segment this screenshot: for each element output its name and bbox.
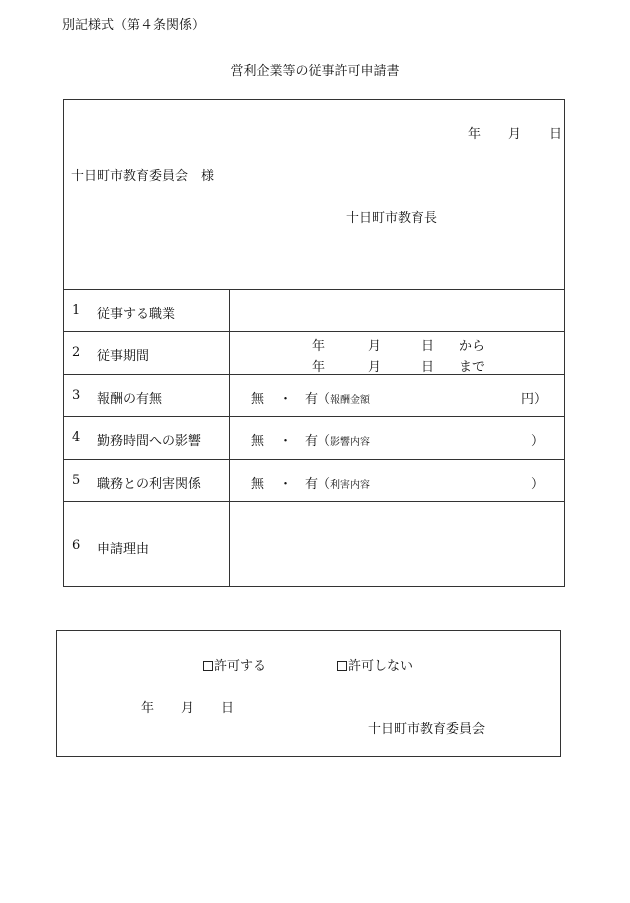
row-2-number: 2 [72,345,81,360]
period-until: まで [459,360,486,375]
application-form-table [63,99,565,587]
approval-date-year: 年 [141,701,155,716]
impact-open-paren: （ [317,434,331,449]
reward-none-option: 無 [251,392,265,407]
conflict-none-option: 無 [251,477,265,492]
impact-close-paren: ） [531,434,545,449]
period-end-day: 日 [421,360,435,375]
deny-label: 許可しない [348,659,414,674]
conflict-detail-label: 利害内容 [330,480,370,491]
reward-detail-label: 報酬金額 [330,395,370,406]
row-divider [64,289,564,290]
row-4-number: 4 [72,430,81,445]
row-3-label: 報酬の有無 [97,392,163,407]
reward-open-paren: （ [317,392,331,407]
application-date-day: 日 [549,127,563,142]
reward-unit: 円） [521,392,548,407]
conflict-open-paren: （ [317,477,331,492]
reward-separator: ・ [279,392,293,407]
conflict-separator: ・ [279,477,293,492]
document-title: 営利企業等の従事許可申請書 [230,64,400,79]
period-start-day: 日 [421,339,435,354]
approval-authority: 十日町市教育委員会 [368,722,486,737]
column-divider [229,290,230,587]
row-divider [64,501,564,502]
impact-separator: ・ [279,434,293,449]
row-divider [64,459,564,460]
row-1-label: 従事する職業 [97,307,176,322]
application-date-month: 月 [508,127,522,142]
deny-option [337,655,413,674]
approval-date-month: 月 [181,701,195,716]
deny-checkbox[interactable] [337,661,347,671]
row-3-number: 3 [72,388,81,403]
addressee: 十日町市教育委員会 様 [71,169,215,184]
row-2-label: 従事期間 [97,349,150,364]
conflict-yes-option: 有 [305,477,319,492]
row-4-label: 勤務時間への影響 [97,434,202,449]
permit-label: 許可する [214,659,267,674]
approval-box [56,630,561,757]
applicant-name: 十日町市教育長 [346,211,438,226]
permit-checkbox[interactable] [203,661,213,671]
row-1-number: 1 [72,303,81,318]
conflict-close-paren: ） [531,477,545,492]
impact-yes-option: 有 [305,434,319,449]
form-label: 別記様式（第４条関係） [62,18,206,33]
period-start-month: 月 [368,339,382,354]
row-divider [64,331,564,332]
reward-yes-option: 有 [305,392,319,407]
period-start-year: 年 [312,339,326,354]
row-divider [64,416,564,417]
row-6-label: 申請理由 [97,542,150,557]
approval-date-day: 日 [221,701,235,716]
impact-none-option: 無 [251,434,265,449]
impact-detail-label: 影響内容 [330,437,370,448]
period-from: から [459,339,486,354]
row-5-number: 5 [72,473,81,488]
row-6-number: 6 [72,538,81,553]
row-5-label: 職務との利害関係 [97,477,202,492]
permit-option [203,655,266,674]
period-end-month: 月 [368,360,382,375]
period-end-year: 年 [312,360,326,375]
application-date-year: 年 [468,127,482,142]
